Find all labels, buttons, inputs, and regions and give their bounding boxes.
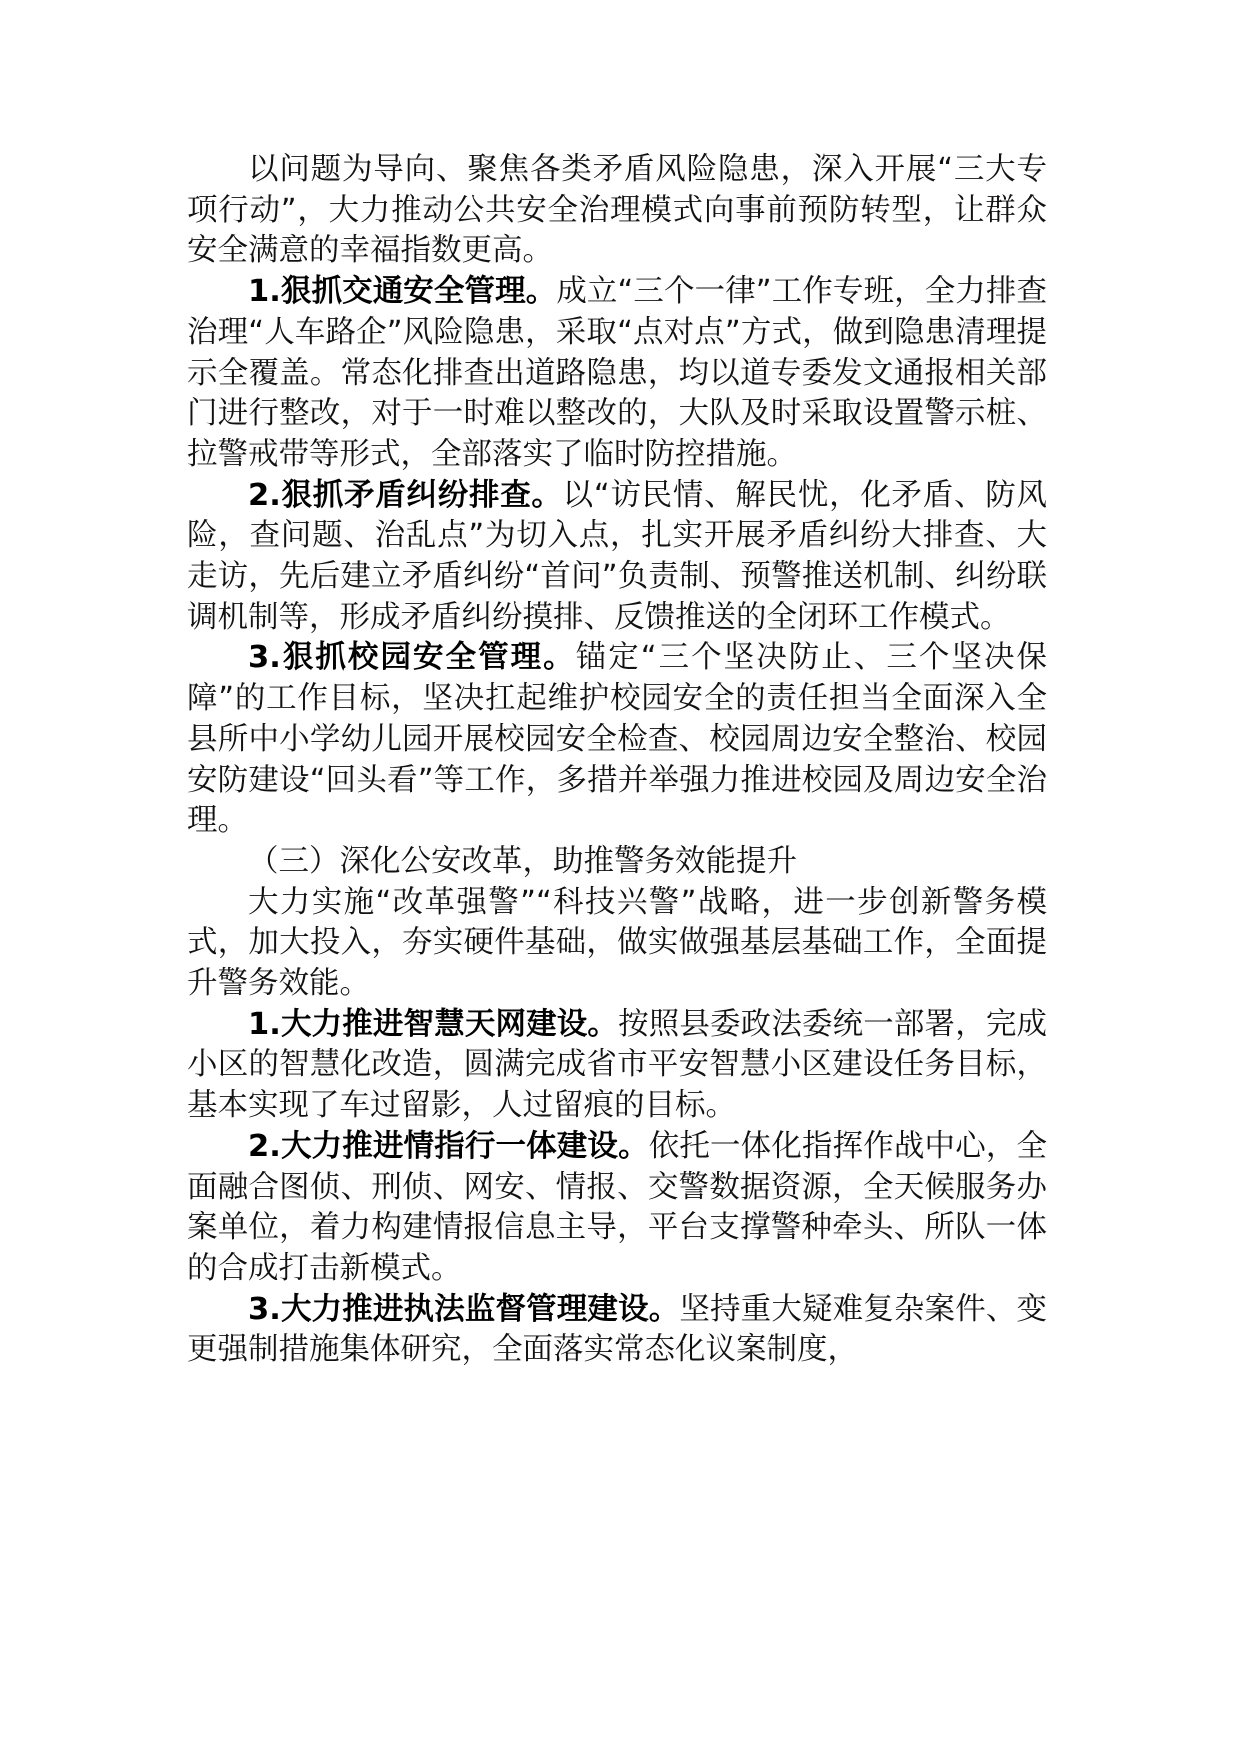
paragraph-lead: 1.狠抓交通安全管理。 (248, 274, 557, 310)
paragraph-lead: 3.大力推进执法监督管理建设。 (248, 1291, 680, 1327)
paragraph-text: 依托一体化指挥作战中心，全面融合图侦、刑侦、网安、情报、交警数据资源，全天候服务办案单位，着力构建情报信息主导，平台支撑警种牵头、所队一体的合成打击新模式。 (187, 1128, 1048, 1286)
document-page (187, 150, 1047, 1371)
campus-safety-paragraph (187, 638, 1047, 842)
intro-paragraph (187, 150, 1047, 272)
dispute-screening-paragraph (187, 476, 1047, 639)
section-heading-text: （三）深化公安改革，助推警务效能提升 (248, 843, 797, 879)
paragraph-text: 坚持重大疑难复杂案件、变更强制措施集体研究，全面落实常态化议案制度， (187, 1291, 1047, 1368)
traffic-safety-paragraph (187, 272, 1047, 476)
paragraph-lead: 1.大力推进智慧天网建设。 (248, 1006, 619, 1042)
paragraph-text: 成立“三个一律”工作专班，全力排查治理“人车路企”风险隐患，采取“点对点”方式，做到隐患清理提示全覆盖。常态化排查出道路隐患，均以道专委发文通报相关部门进行整改，对于一时难以整改的，大队及时采取设置警示桩、拉警戒带等形式，全部落实了临时防控措施。 (187, 274, 1048, 472)
law-enforcement-paragraph (187, 1290, 1047, 1371)
paragraph-text: 以问题为导向、聚焦各类矛盾风险隐患，深入开展“三大专项行动”，大力推动公共安全治理模式向事前预防转型，让群众安全满意的幸福指数更高。 (187, 152, 1047, 269)
section-heading (187, 842, 1047, 883)
paragraph-lead: 2.大力推进情指行一体建设。 (248, 1128, 649, 1164)
command-integration-paragraph (187, 1127, 1047, 1290)
paragraph-text: 按照县委政法委统一部署，完成小区的智慧化改造，圆满完成省市平安智慧小区建设任务目标，基本实现了车过留影，人过留痕的目标。 (187, 1006, 1047, 1124)
reform-intro-paragraph (187, 883, 1047, 1005)
paragraph-text: 以“访民情、解民忧，化矛盾、防风险，查问题、治乱点”为切入点，扎实开展矛盾纠纷大排查、大走访，先后建立矛盾纠纷“首问”负责制、预警推送机制、纠纷联调机制等，形成矛盾纠纷摸排、反馈推送的全闭环工作模式。 (187, 477, 1047, 635)
paragraph-lead: 3.狠抓校园安全管理。 (248, 640, 576, 676)
paragraph-text: 大力实施“改革强警”“科技兴警”战略，进一步创新警务模式，加大投入，夯实硬件基础，做实做强基层基础工作，全面提升警务效能。 (187, 884, 1047, 1002)
paragraph-text: 锚定“三个坚决防止、三个坚决保障”的工作目标，坚决扛起维护校园安全的责任担当全面深入全县所中小学幼儿园开展校园安全检查、校园周边安全整治、校园安防建设“回头看”等工作，多措并举强力推进校园及周边安全治理。 (187, 640, 1047, 839)
paragraph-lead: 2.狠抓矛盾纠纷排查。 (248, 477, 563, 513)
smart-skynet-paragraph (187, 1005, 1047, 1127)
